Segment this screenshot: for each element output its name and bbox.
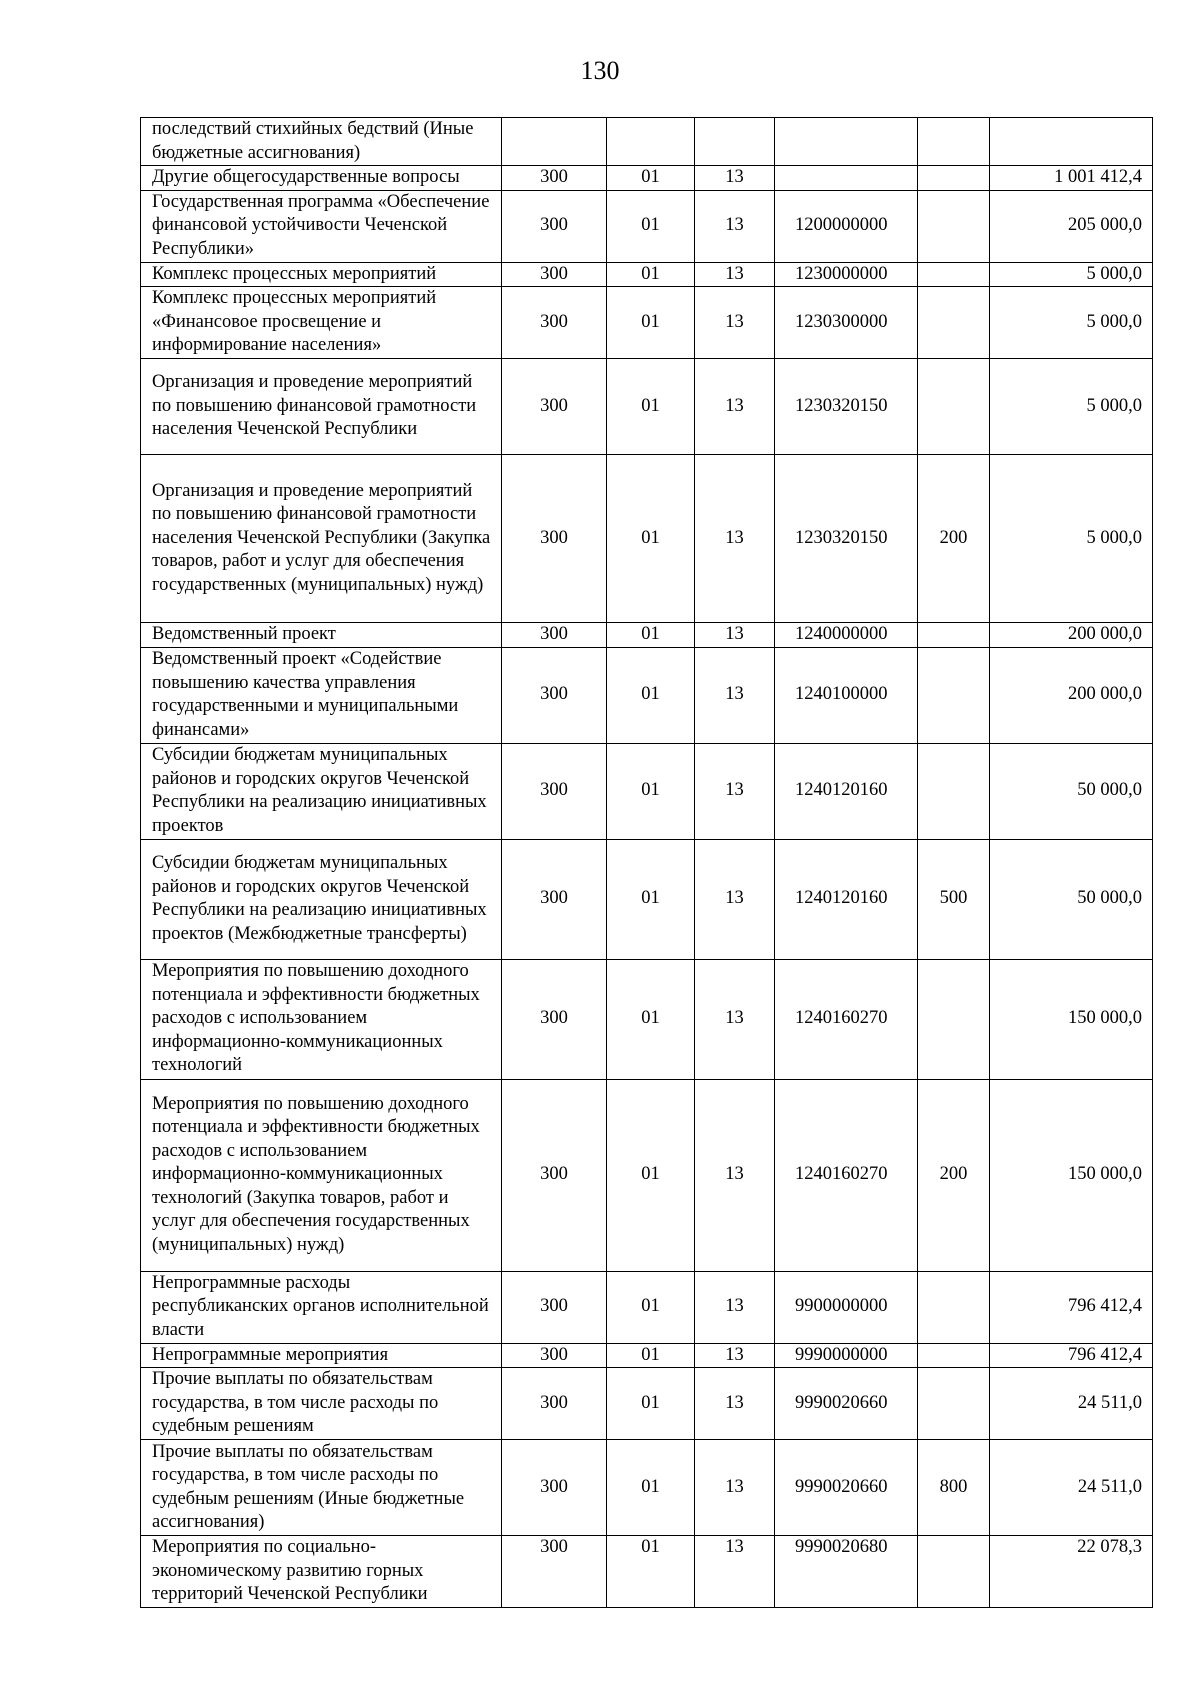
row-subsection: 13 <box>695 1079 775 1271</box>
row-section: 01 <box>607 190 695 262</box>
row-amount: 796 412,4 <box>990 1271 1153 1343</box>
row-target <box>775 118 918 166</box>
row-admin: 300 <box>502 623 607 648</box>
row-amount: 200 000,0 <box>990 647 1153 743</box>
row-section <box>607 118 695 166</box>
row-name: Мероприятия по повышению доходного потенциала и эффективности бюджетных расходов с использованием информационно-коммуникационных технологий (Закупка товаров, работ и услуг для обеспечения государственных (муниципальных) нужд) <box>141 1079 502 1271</box>
row-expense: 500 <box>918 839 990 959</box>
row-expense <box>918 1536 990 1608</box>
row-admin: 300 <box>502 190 607 262</box>
row-name: Другие общегосударственные вопросы <box>141 166 502 191</box>
row-section: 01 <box>607 262 695 287</box>
row-admin: 300 <box>502 959 607 1079</box>
row-name: Непрограммные расходы республиканских органов исполнительной власти <box>141 1271 502 1343</box>
row-expense <box>918 262 990 287</box>
table-row <box>141 743 1153 839</box>
row-subsection: 13 <box>695 1440 775 1536</box>
row-target: 1240000000 <box>775 623 918 648</box>
row-subsection: 13 <box>695 839 775 959</box>
row-expense <box>918 1368 990 1440</box>
row-expense <box>918 359 990 455</box>
row-admin: 300 <box>502 1440 607 1536</box>
row-expense <box>918 959 990 1079</box>
row-target: 9900000000 <box>775 1271 918 1343</box>
row-amount: 205 000,0 <box>990 190 1153 262</box>
row-section: 01 <box>607 166 695 191</box>
row-expense <box>918 118 990 166</box>
row-admin: 300 <box>502 455 607 623</box>
row-admin: 300 <box>502 1079 607 1271</box>
row-name: Организация и проведение мероприятий по повышению финансовой грамотности населения Чеченской Республики (Закупка товаров, работ и услуг для обеспечения государственных (муниципальных) нужд) <box>141 455 502 623</box>
row-subsection: 13 <box>695 455 775 623</box>
row-expense: 200 <box>918 1079 990 1271</box>
row-admin: 300 <box>502 1536 607 1608</box>
row-admin: 300 <box>502 359 607 455</box>
page-number: 130 <box>580 56 620 85</box>
table-row <box>141 623 1153 648</box>
row-target: 1230300000 <box>775 287 918 359</box>
row-section: 01 <box>607 455 695 623</box>
row-amount: 5 000,0 <box>990 455 1153 623</box>
row-subsection: 13 <box>695 166 775 191</box>
row-admin: 300 <box>502 1368 607 1440</box>
row-admin: 300 <box>502 287 607 359</box>
table-row <box>141 647 1153 743</box>
table-row <box>141 455 1153 623</box>
row-name: Непрограммные мероприятия <box>141 1343 502 1368</box>
budget-table <box>140 117 1153 1608</box>
row-section: 01 <box>607 623 695 648</box>
row-name: Ведомственный проект <box>141 623 502 648</box>
table-row <box>141 1079 1153 1271</box>
table-row <box>141 262 1153 287</box>
row-target <box>775 166 918 191</box>
row-section: 01 <box>607 287 695 359</box>
row-expense <box>918 743 990 839</box>
row-expense <box>918 166 990 191</box>
row-subsection: 13 <box>695 287 775 359</box>
row-section: 01 <box>607 1079 695 1271</box>
row-section: 01 <box>607 359 695 455</box>
row-subsection: 13 <box>695 1343 775 1368</box>
row-admin: 300 <box>502 647 607 743</box>
row-target: 9990000000 <box>775 1343 918 1368</box>
row-subsection: 13 <box>695 190 775 262</box>
table-row <box>141 190 1153 262</box>
row-subsection: 13 <box>695 262 775 287</box>
row-expense: 800 <box>918 1440 990 1536</box>
table-row <box>141 359 1153 455</box>
row-amount: 50 000,0 <box>990 839 1153 959</box>
row-name: Комплекс процессных мероприятий <box>141 262 502 287</box>
table-row <box>141 166 1153 191</box>
row-subsection: 13 <box>695 743 775 839</box>
row-target: 1230320150 <box>775 359 918 455</box>
row-target: 1230000000 <box>775 262 918 287</box>
row-section: 01 <box>607 1368 695 1440</box>
row-target: 1240120160 <box>775 743 918 839</box>
row-subsection: 13 <box>695 623 775 648</box>
row-amount: 5 000,0 <box>990 262 1153 287</box>
row-admin: 300 <box>502 1343 607 1368</box>
row-subsection: 13 <box>695 959 775 1079</box>
row-amount: 24 511,0 <box>990 1368 1153 1440</box>
row-name: Субсидии бюджетам муниципальных районов и городских округов Чеченской Республики на реализацию инициативных проектов (Межбюджетные трансферты) <box>141 839 502 959</box>
row-amount: 796 412,4 <box>990 1343 1153 1368</box>
row-amount: 50 000,0 <box>990 743 1153 839</box>
row-name: Мероприятия по повышению доходного потенциала и эффективности бюджетных расходов с использованием информационно-коммуникационных технологий <box>141 959 502 1079</box>
row-expense <box>918 287 990 359</box>
row-name: Государственная программа «Обеспечение финансовой устойчивости Чеченской Республики» <box>141 190 502 262</box>
row-name: Комплекс процессных мероприятий «Финансовое просвещение и информирование населения» <box>141 287 502 359</box>
row-amount: 200 000,0 <box>990 623 1153 648</box>
row-expense <box>918 1343 990 1368</box>
row-name: Организация и проведение мероприятий по повышению финансовой грамотности населения Чеченской Республики <box>141 359 502 455</box>
table-row <box>141 287 1153 359</box>
row-section: 01 <box>607 1343 695 1368</box>
table-row <box>141 1368 1153 1440</box>
row-admin: 300 <box>502 1271 607 1343</box>
row-section: 01 <box>607 743 695 839</box>
row-amount: 5 000,0 <box>990 359 1153 455</box>
table-row <box>141 839 1153 959</box>
row-admin: 300 <box>502 262 607 287</box>
row-admin: 300 <box>502 166 607 191</box>
row-target: 1240120160 <box>775 839 918 959</box>
row-subsection: 13 <box>695 1368 775 1440</box>
row-target: 1240100000 <box>775 647 918 743</box>
row-name: Субсидии бюджетам муниципальных районов и городских округов Чеченской Республики на реализацию инициативных проектов <box>141 743 502 839</box>
row-expense <box>918 647 990 743</box>
row-target: 1240160270 <box>775 1079 918 1271</box>
table-row <box>141 959 1153 1079</box>
row-target: 1200000000 <box>775 190 918 262</box>
row-amount: 150 000,0 <box>990 1079 1153 1271</box>
table-row <box>141 1536 1153 1608</box>
row-target: 9990020680 <box>775 1536 918 1608</box>
table-row <box>141 1440 1153 1536</box>
row-expense <box>918 190 990 262</box>
row-name: Ведомственный проект «Содействие повышению качества управления государственными и муниципальными финансами» <box>141 647 502 743</box>
row-name: Прочие выплаты по обязательствам государства, в том числе расходы по судебным решениям (Иные бюджетные ассигнования) <box>141 1440 502 1536</box>
row-target: 1230320150 <box>775 455 918 623</box>
row-name: Прочие выплаты по обязательствам государства, в том числе расходы по судебным решениям <box>141 1368 502 1440</box>
row-subsection: 13 <box>695 647 775 743</box>
row-amount: 24 511,0 <box>990 1440 1153 1536</box>
row-subsection: 13 <box>695 1536 775 1608</box>
row-section: 01 <box>607 839 695 959</box>
row-name: Мероприятия по социально-экономическому развитию горных территорий Чеченской Республики <box>141 1536 502 1608</box>
row-section: 01 <box>607 959 695 1079</box>
table-row <box>141 1271 1153 1343</box>
row-amount: 1 001 412,4 <box>990 166 1153 191</box>
row-subsection: 13 <box>695 359 775 455</box>
row-target: 1240160270 <box>775 959 918 1079</box>
row-expense: 200 <box>918 455 990 623</box>
row-subsection: 13 <box>695 1271 775 1343</box>
row-name: последствий стихийных бедствий (Иные бюджетные ассигнования) <box>141 118 502 166</box>
row-amount: 22 078,3 <box>990 1536 1153 1608</box>
row-section: 01 <box>607 647 695 743</box>
row-subsection <box>695 118 775 166</box>
row-target: 9990020660 <box>775 1440 918 1536</box>
row-amount: 150 000,0 <box>990 959 1153 1079</box>
table-row <box>141 1343 1153 1368</box>
row-amount <box>990 118 1153 166</box>
row-section: 01 <box>607 1536 695 1608</box>
row-admin: 300 <box>502 839 607 959</box>
row-expense <box>918 623 990 648</box>
row-section: 01 <box>607 1440 695 1536</box>
row-target: 9990020660 <box>775 1368 918 1440</box>
row-amount: 5 000,0 <box>990 287 1153 359</box>
row-admin <box>502 118 607 166</box>
table-row <box>141 118 1153 166</box>
row-section: 01 <box>607 1271 695 1343</box>
row-expense <box>918 1271 990 1343</box>
row-admin: 300 <box>502 743 607 839</box>
